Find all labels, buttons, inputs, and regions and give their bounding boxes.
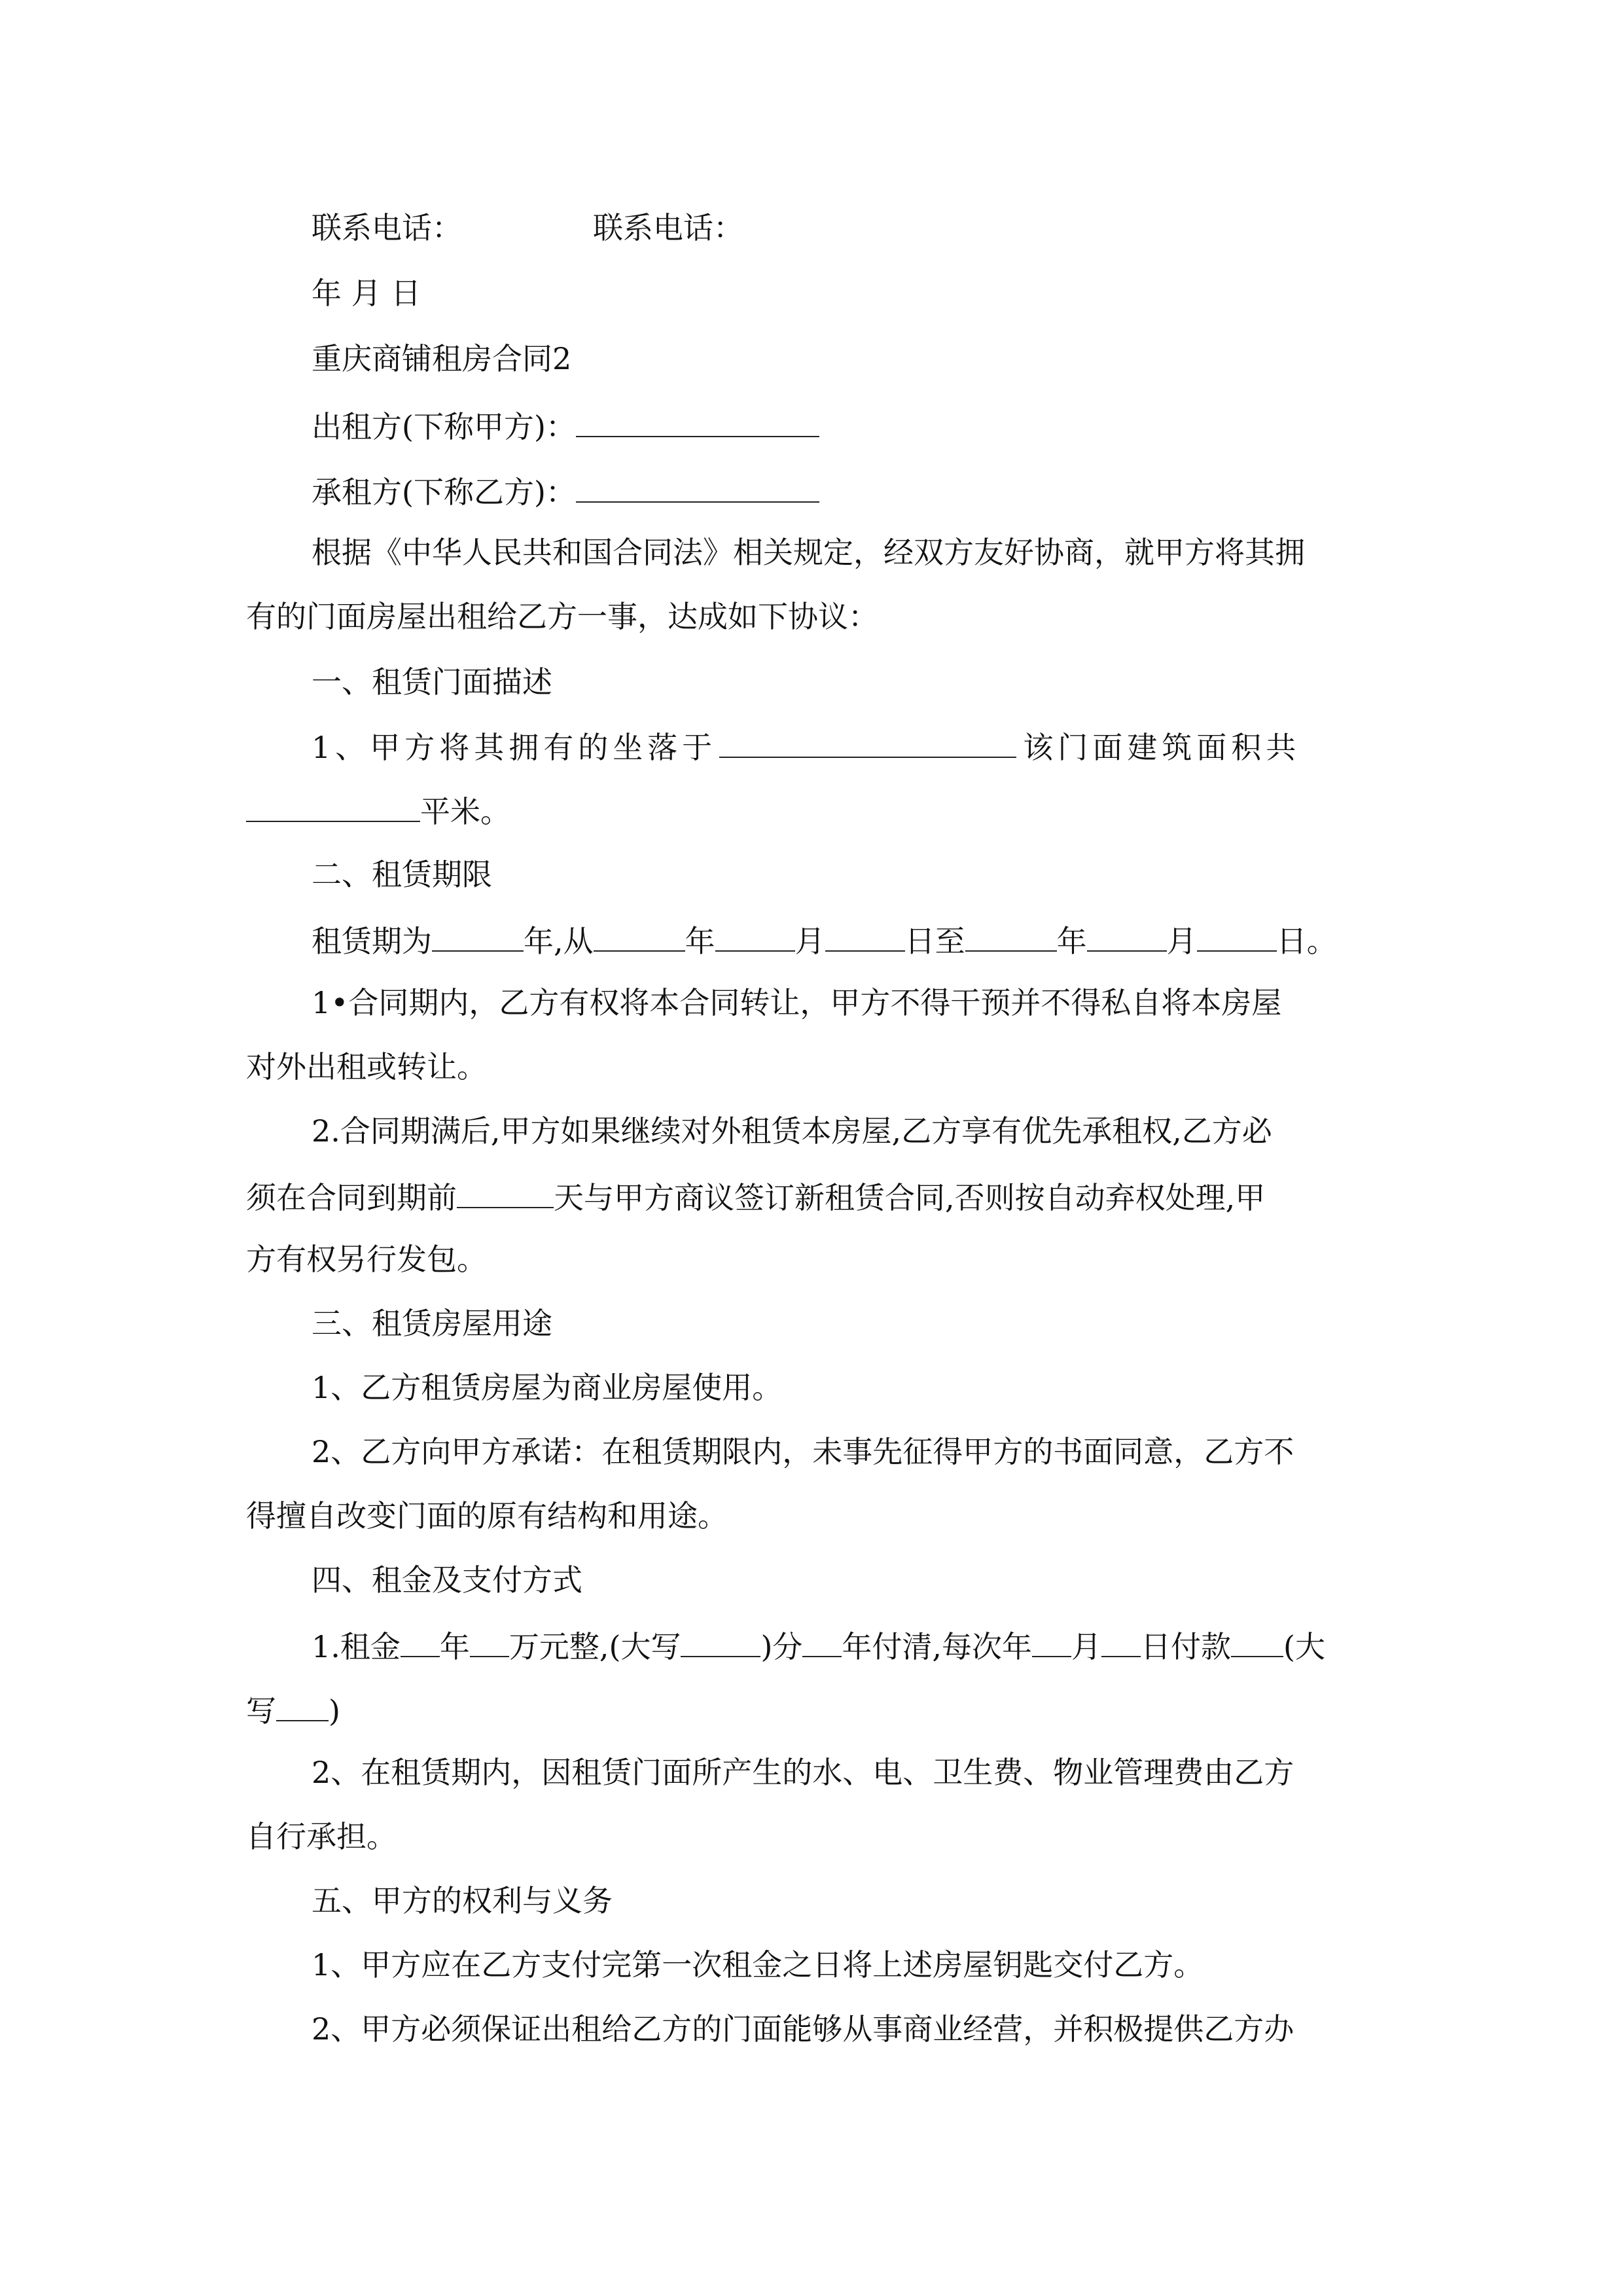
s3-item-2-line-1: 2、乙方向甲方承诺：在租赁期限内，未事先征得甲方的书面同意，乙方不	[312, 1434, 1294, 1469]
lessor-blank	[576, 404, 819, 437]
s3-item-1: 1、乙方租赁房屋为商业房屋使用。	[312, 1370, 783, 1405]
intro-line-2: 有的门面房屋出租给乙方一事，达成如下协议：	[246, 599, 878, 634]
contract-title: 重庆商铺租房合同2	[312, 341, 572, 376]
contact-phone-left: 联系电话：	[312, 210, 462, 245]
lessee-line	[312, 470, 819, 512]
s1-item-1-line-2: 平米。	[246, 789, 510, 831]
s5-item-2: 2、甲方必须保证出租给乙方的门面能够从事商业经营，并积极提供乙方办	[312, 2011, 1294, 2047]
lessee-blank	[576, 470, 819, 503]
s1-item-1-line-1: 1、甲方将其拥有的坐落于 该门面建筑面积共	[312, 725, 1300, 767]
s2-item-1-line-2: 对外出租或转让。	[246, 1049, 487, 1085]
s5-item-1: 1、甲方应在乙方支付完第一次租金之日将上述房屋钥匙交付乙方。	[312, 1947, 1204, 1982]
intro-line-1: 根据《中华人民共和国合同法》相关规定，经双方友好协商，就甲方将其拥	[312, 535, 1305, 570]
contact-phone-right: 联系电话：	[593, 210, 743, 245]
section-3-heading: 三、租赁房屋用途	[312, 1306, 552, 1341]
lease-term-line: 租赁期为 年,从 年 月 日至 年 月 日。	[312, 919, 1337, 961]
lessor-line	[312, 404, 819, 446]
section-1-heading: 一、租赁门面描述	[312, 664, 552, 700]
renewal-days-blank	[457, 1175, 554, 1208]
rent-line-2: 写 )	[246, 1689, 340, 1731]
location-blank	[719, 725, 1016, 758]
s2-item-1-line-1: 1•合同期内，乙方有权将本合同转让，甲方不得干预并不得私自将本房屋	[312, 985, 1282, 1020]
lessor-label: 出租方(下称甲方)：	[312, 409, 576, 444]
lessee-label: 承租方(下称乙方)：	[312, 475, 576, 510]
s4-item-2-line-2: 自行承担。	[246, 1819, 397, 1854]
s2-item-2-line-1: 2.合同期满后,甲方如果继续对外租赁本房屋,乙方享有优先承租权,乙方必	[312, 1113, 1272, 1149]
s2-item-2-line-2: 须在合同到期前 天与甲方商议签订新租赁合同,否则按自动弃权处理,甲	[246, 1175, 1265, 1217]
section-5-heading: 五、甲方的权利与义务	[312, 1883, 613, 1918]
rent-line-1: 1.租金 年 万元整,(大写 )分 年付清,每次年 月 日付款 (大	[312, 1624, 1325, 1666]
area-blank	[246, 789, 420, 822]
s2-item-2-line-3: 方有权另行发包。	[246, 1242, 487, 1277]
s4-item-2-line-1: 2、在租赁期内，因租赁门面所产生的水、电、卫生费、物业管理费由乙方	[312, 1755, 1294, 1790]
section-2-heading: 二、租赁期限	[312, 857, 492, 892]
s3-item-2-line-2: 得擅自改变门面的原有结构和用途。	[246, 1498, 728, 1534]
signature-date: 年 月 日	[312, 276, 421, 311]
section-4-heading: 四、租金及支付方式	[312, 1562, 582, 1598]
